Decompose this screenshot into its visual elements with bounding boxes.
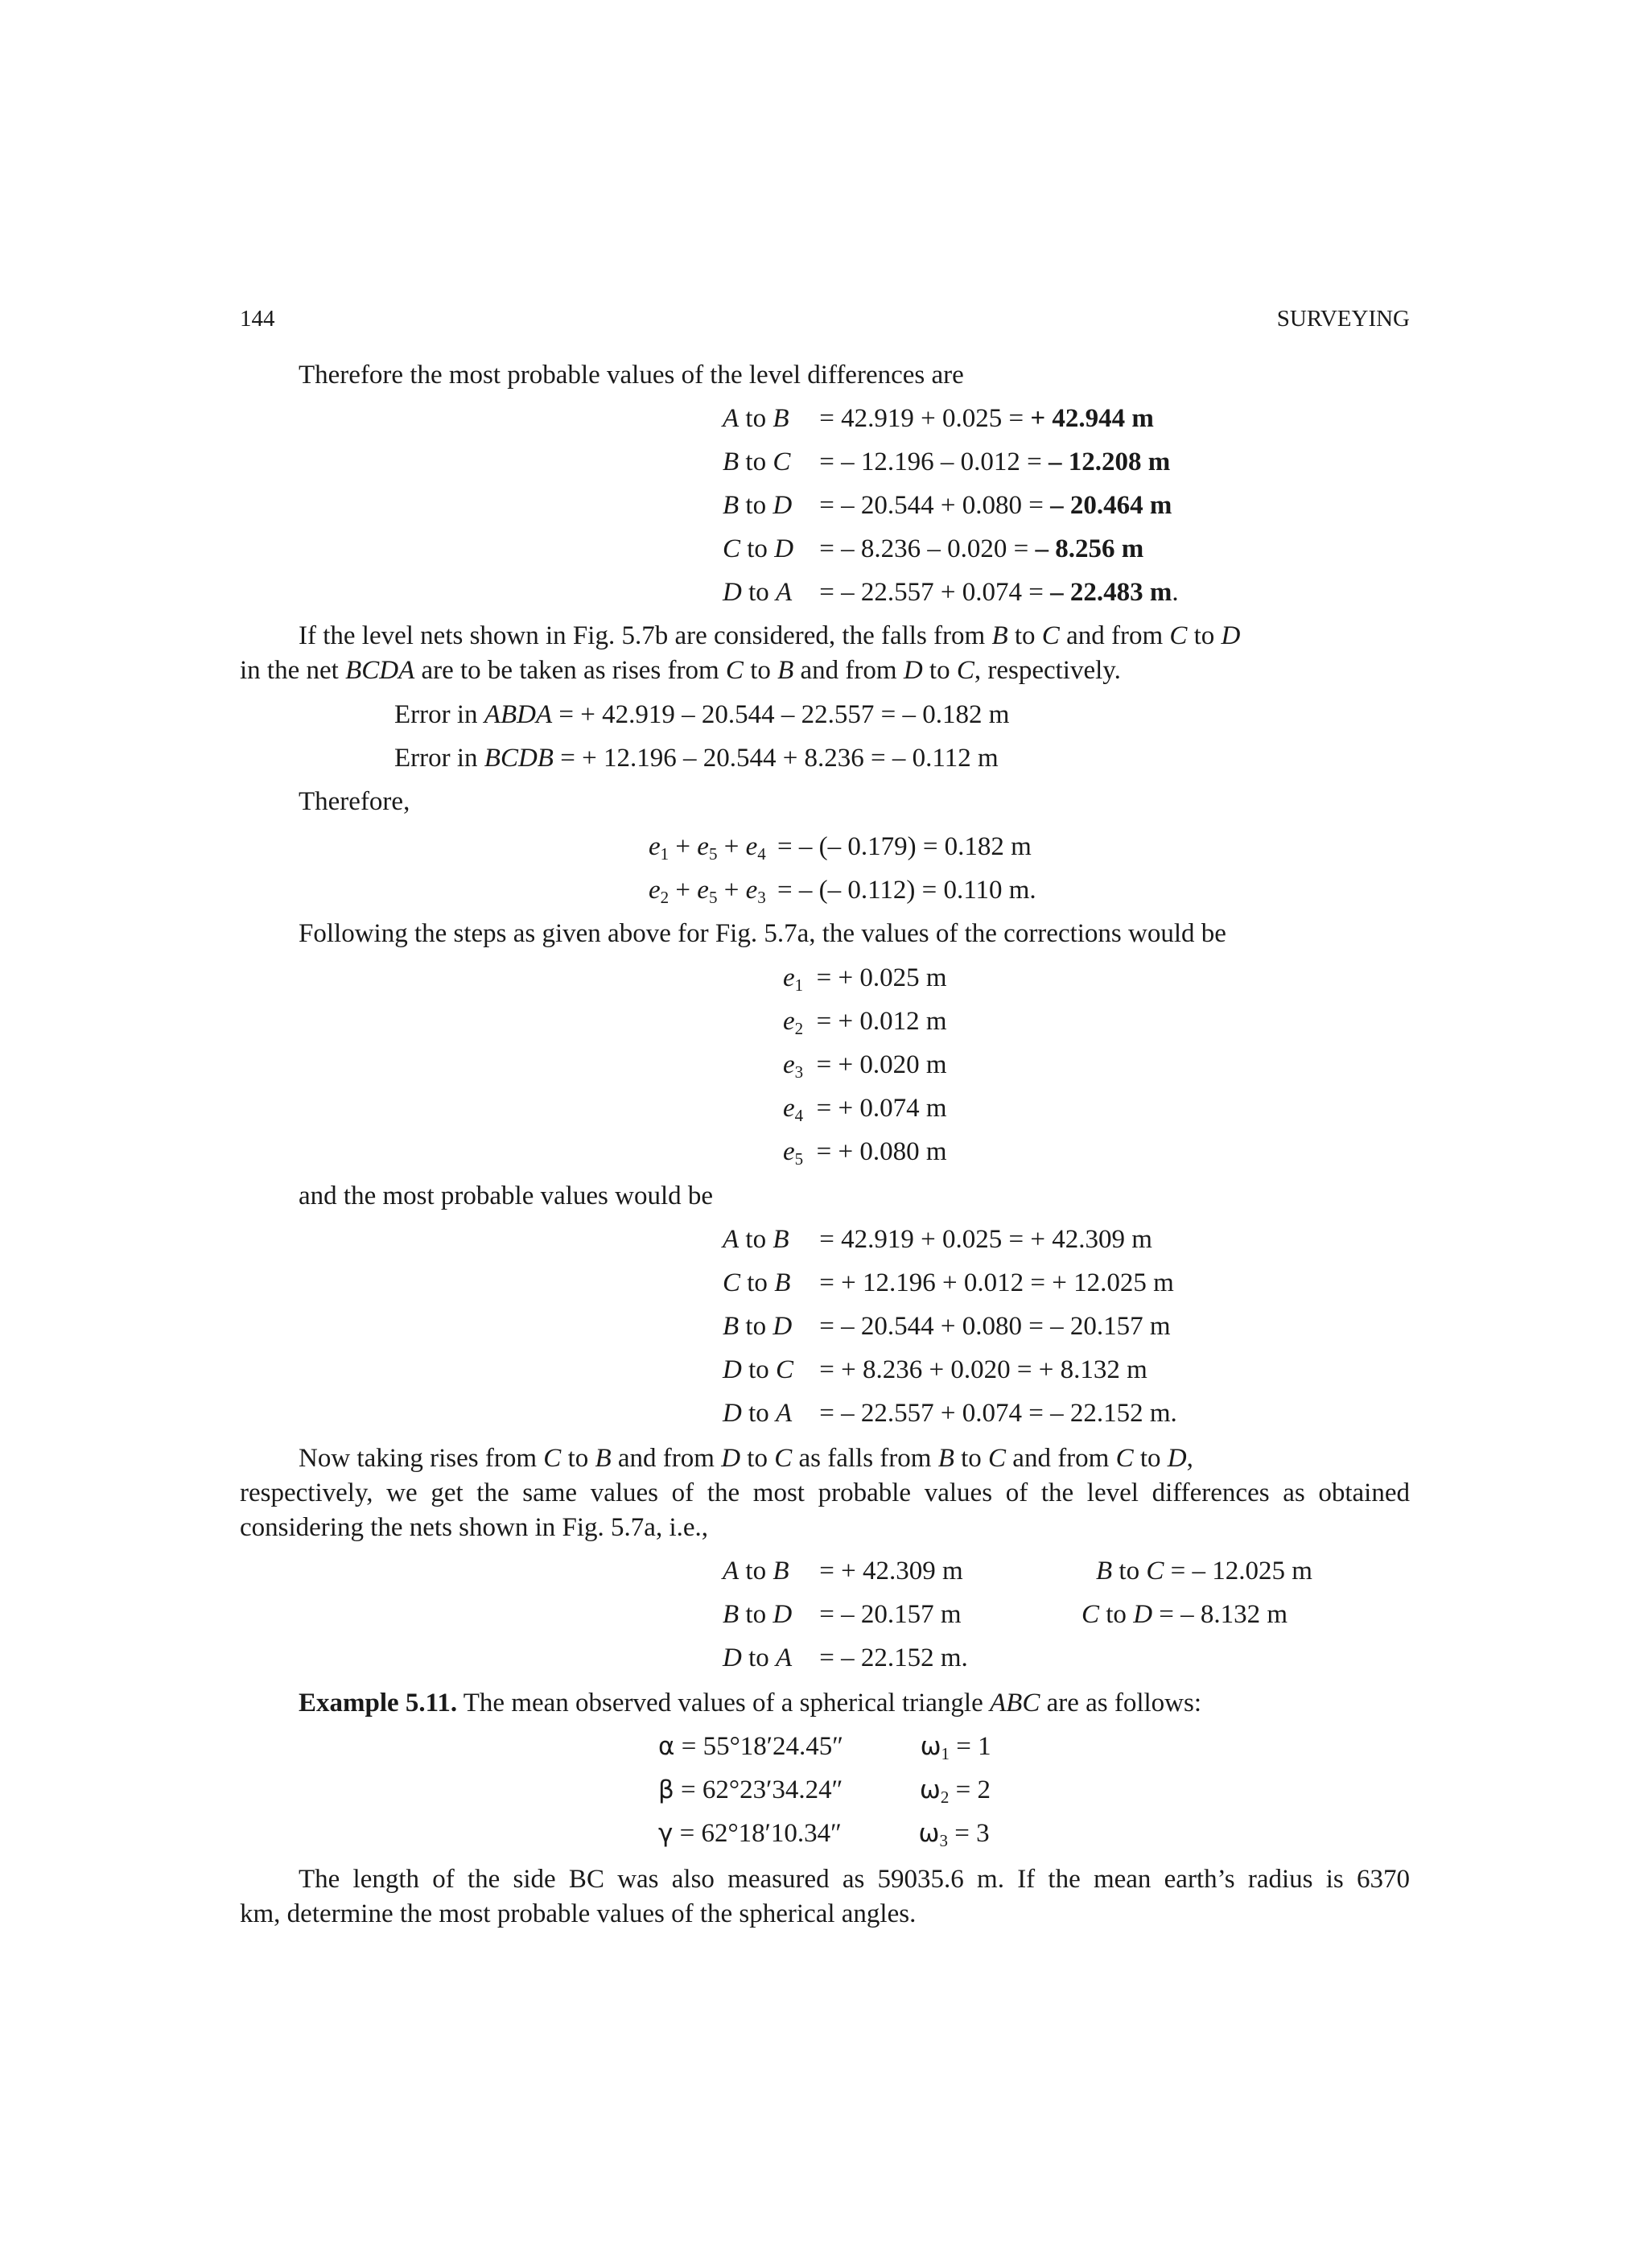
row-eq: =: [813, 491, 842, 520]
row-lhs: D to A: [723, 578, 793, 607]
paragraph-now-line3: considering the nets shown in Fig. 5.7a, i.e.,: [240, 1513, 709, 1542]
row-lhs: A to B: [723, 1225, 789, 1254]
row-lhs: C to D: [723, 534, 794, 563]
row-lhs: B to D: [723, 491, 793, 520]
correction-e3: $e_3$ = + 0.020 m: [783, 1050, 947, 1082]
row-result: – 8.256 m: [1035, 534, 1144, 563]
weight: $\omega_2 = 2$: [919, 1775, 991, 1807]
row-rhs: + 12.196 + 0.012 = + 12.025 m: [841, 1268, 1174, 1297]
level-difference-row: [723, 402, 1154, 435]
correction-e4: $e_4$ = + 0.074 m: [783, 1094, 947, 1125]
error-line-bcdb: Error in BCDB = + 12.196 – 20.544 + 8.236 = – 0.112 m: [394, 744, 999, 773]
probable-value-row: [723, 1397, 1177, 1429]
row-rhs: – 22.557 + 0.074 =: [841, 578, 1044, 607]
angle-row: γ = 62°18′10.34″ $\omega_3 = 3$: [658, 1819, 990, 1850]
row-rhs: 42.919 + 0.025 =: [841, 404, 1024, 433]
example-heading: Example 5.11. The mean observed values of a spherical triangle ABC are as follows:: [299, 1689, 1202, 1717]
paragraph-final-line1: The length of the side BC was also measured as 59035.6 m. If the mean earth’s radius is 6370: [299, 1865, 1410, 1894]
angle-value: 62°18′10.34″: [701, 1819, 842, 1848]
row-result: – 22.483 m: [1050, 578, 1172, 607]
row-result: – 20.464 m: [1050, 491, 1172, 520]
result-row-left: A to B = + 42.309 m: [723, 1557, 963, 1586]
paragraph-fig57b-line2: in the net BCDA are to be taken as rises from C to B and from D to C, respectively.: [240, 656, 1121, 685]
row-result: – 12.208 m: [1049, 447, 1171, 476]
level-difference-row: [723, 446, 1170, 478]
sum-equation-1: $e_1 + e_5 + e_4$ = – (– 0.179) = 0.182 m: [649, 832, 1032, 864]
row-lhs: D to C: [723, 1355, 794, 1384]
angle-value: 55°18′24.45″: [702, 1732, 843, 1761]
row-eq: =: [813, 1268, 842, 1297]
paragraph-final-line2: km, determine the most probable values of the spherical angles.: [240, 1899, 917, 1928]
correction-e2: $e_2$ = + 0.012 m: [783, 1007, 947, 1038]
correction-e1: $e_1$ = + 0.025 m: [783, 963, 947, 995]
row-rhs: 42.919 + 0.025 = + 42.309 m: [841, 1225, 1152, 1254]
running-title: SURVEYING: [1276, 306, 1410, 332]
row-lhs: B to C: [723, 447, 791, 476]
row-eq: =: [813, 1312, 842, 1341]
row-lhs: D to A: [723, 1399, 793, 1428]
angle-row: α = 55°18′24.45″ $\omega_1 = 1$: [658, 1732, 991, 1763]
result-row-left: D to A = – 22.152 m.: [723, 1643, 968, 1672]
weight: $\omega_1 = 1$: [920, 1732, 991, 1763]
angle-symbol: γ: [658, 1819, 674, 1848]
row-eq: =: [813, 1399, 842, 1428]
row-eq: =: [813, 578, 842, 607]
result-row-right: B to C = – 12.025 m: [1096, 1557, 1312, 1586]
page-number: 144: [240, 306, 275, 332]
example-label: Example 5.11.: [299, 1689, 458, 1717]
level-difference-row: [723, 489, 1172, 522]
row-lhs: B to D: [723, 1312, 793, 1341]
row-rhs: – 20.544 + 0.080 = – 20.157 m: [841, 1312, 1171, 1341]
row-result: + 42.944 m: [1030, 404, 1154, 433]
row-eq: =: [813, 447, 842, 476]
row-eq: =: [813, 534, 842, 563]
row-eq: =: [813, 404, 842, 433]
probable-value-row: [723, 1354, 1147, 1386]
angle-row: β = 62°23′34.24″ $\omega_2 = 2$: [658, 1775, 991, 1807]
angle-value: 62°23′34.24″: [702, 1775, 843, 1804]
weight: $\omega_3 = 3$: [918, 1819, 990, 1850]
probable-value-row: [723, 1310, 1171, 1342]
row-rhs: – 8.236 – 0.020 =: [841, 534, 1029, 563]
paragraph-now: Now taking rises from C to B and from D to C as falls from B to C and from C to D,: [299, 1444, 1193, 1473]
row-rhs: + 8.236 + 0.020 = + 8.132 m: [841, 1355, 1147, 1384]
correction-e5: $e_5$ = + 0.080 m: [783, 1137, 947, 1169]
row-eq: =: [813, 1225, 842, 1254]
row-rhs: – 12.196 – 0.012 =: [841, 447, 1042, 476]
error-line-abda: Error in ABDA = + 42.919 – 20.544 – 22.557 = – 0.182 m: [394, 700, 1010, 729]
probable-value-row: [723, 1223, 1152, 1256]
probable-value-row: [723, 1267, 1174, 1299]
row-lhs: A to B: [723, 404, 789, 433]
row-rhs: – 20.544 + 0.080 =: [841, 491, 1044, 520]
paragraph-intro: Therefore the most probable values of the level differences are: [299, 361, 964, 390]
paragraph-and: and the most probable values would be: [299, 1181, 714, 1210]
row-rhs: – 22.557 + 0.074 = – 22.152 m.: [841, 1399, 1177, 1428]
therefore-label: Therefore,: [299, 787, 410, 816]
row-lhs: C to B: [723, 1268, 791, 1297]
result-row-right: C to D = – 8.132 m: [1082, 1600, 1288, 1629]
angle-symbol: β: [658, 1775, 674, 1804]
row-eq: =: [813, 1355, 842, 1384]
paragraph-fig57b: If the level nets shown in Fig. 5.7b are considered, the falls from B to C and from C to D: [299, 621, 1241, 650]
angle-symbol: α: [658, 1732, 675, 1761]
paragraph-following: Following the steps as given above for Fig. 5.7a, the values of the corrections would be: [299, 919, 1226, 948]
level-difference-row: [723, 533, 1143, 565]
sum-equation-2: $e_2 + e_5 + e_3$ = – (– 0.112) = 0.110 m.: [649, 876, 1036, 907]
result-row-left: B to D = – 20.157 m: [723, 1600, 962, 1629]
paragraph-now-line2: respectively, we get the same values of the most probable values of the level differences as obtained: [240, 1478, 1410, 1507]
level-difference-row: D to A = – 22.557 + 0.074 = – 22.483 m.: [723, 578, 1179, 607]
